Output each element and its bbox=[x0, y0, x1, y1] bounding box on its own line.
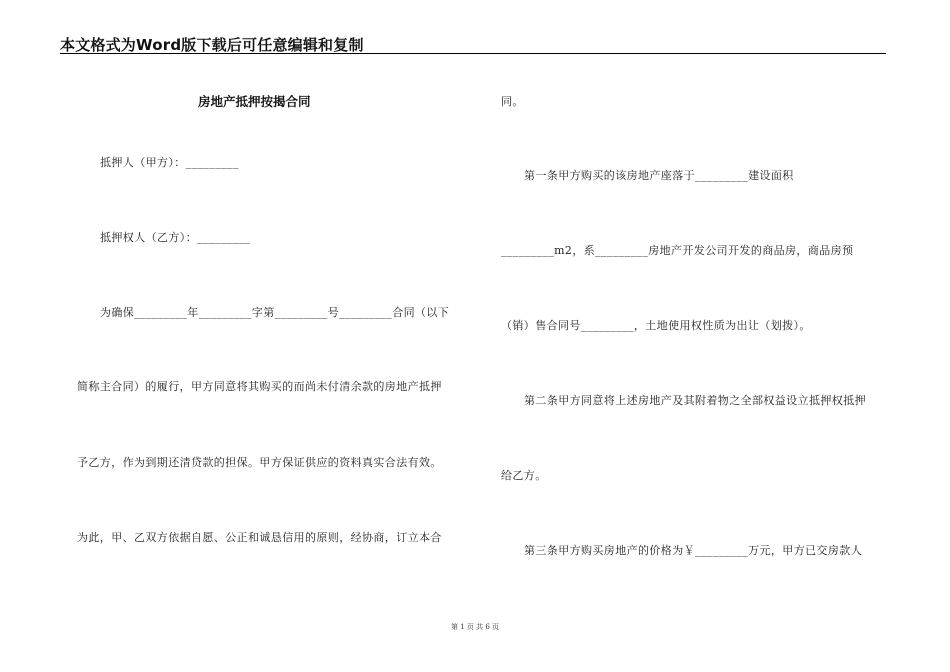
left-line-5: 予乙方，作为到期还清贷款的担保。甲方保证供应的资料真实合法有效。 bbox=[77, 456, 442, 469]
right-line-7: 第三条甲方购买房地产的价格为￥_________万元，甲方已交房款人 bbox=[524, 544, 863, 557]
right-line-2: 第一条甲方购买的该房地产座落于_________建设面积 bbox=[524, 169, 794, 182]
left-line-4: 简称主合同）的履行，甲方同意将其购买的而尚未付清余款的房地产抵押 bbox=[77, 380, 442, 393]
left-line-6: 为此，甲、乙双方依据自愿、公正和诚恳信用的原则，经协商，订立本合 bbox=[77, 531, 442, 544]
right-line-4: （销）售合同号_________，土地使用权性质为出让（划拨）。 bbox=[501, 319, 811, 332]
right-line-3: _________m2，系_________房地产开发公司开发的商品房，商品房预 bbox=[501, 244, 854, 257]
page-number: 第 1 页 共 6 页 bbox=[450, 623, 500, 631]
left-line-3: 为确保_________年_________字第_________号_________合同（以下 bbox=[100, 306, 450, 319]
document-header: 本文格式为Word版下载后可任意编辑和复制 bbox=[60, 36, 364, 54]
left-line-2: 抵押权人（乙方）：_________ bbox=[100, 231, 251, 244]
right-line-1: 同。 bbox=[501, 95, 524, 108]
right-line-6: 给乙方。 bbox=[501, 469, 547, 482]
right-line-5: 第二条甲方同意将上述房地产及其附着物之全部权益设立抵押权抵押 bbox=[524, 394, 866, 407]
left-line-1: 抵押人（甲方）：_________ bbox=[100, 156, 239, 169]
document-title: 房地产抵押按揭合同 bbox=[198, 94, 311, 109]
header-divider bbox=[60, 53, 886, 54]
